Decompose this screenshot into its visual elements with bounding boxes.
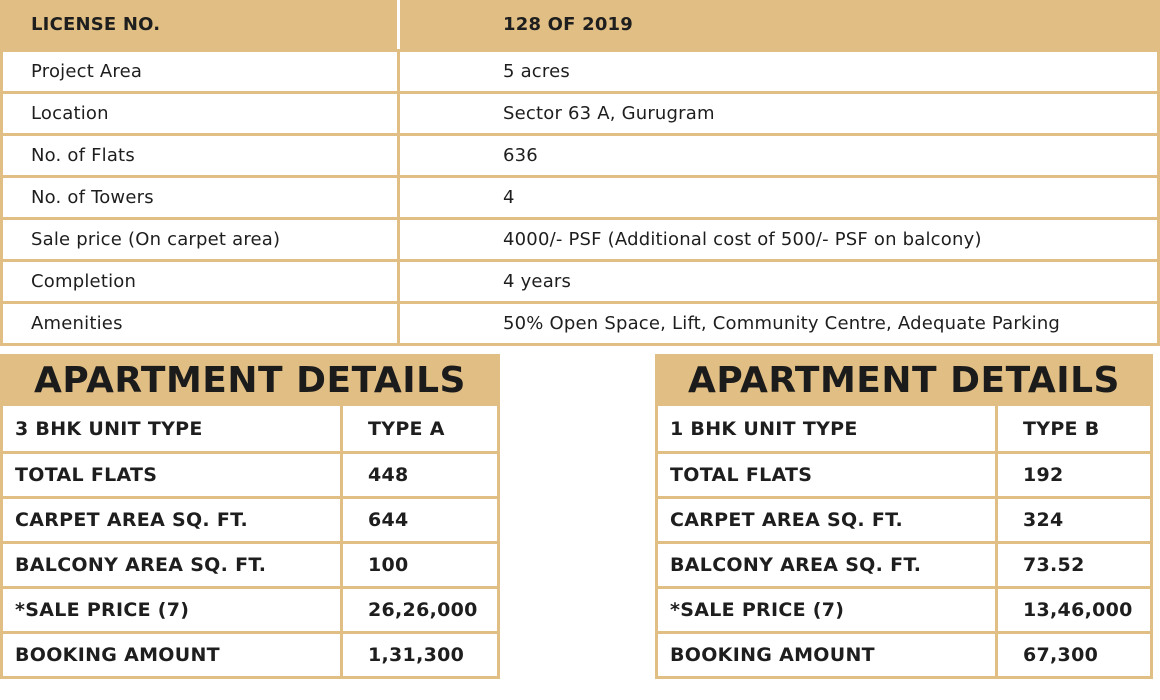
row-label: No. of Towers xyxy=(3,178,400,217)
row-value: 4000/- PSF (Additional cost of 500/- PSF on balcony) xyxy=(503,229,982,250)
row-value: 26,26,000 xyxy=(368,599,478,621)
table-row xyxy=(3,541,497,586)
row-value: 644 xyxy=(368,509,409,531)
row-value: Sector 63 A, Gurugram xyxy=(503,103,715,124)
apartment-details-type-a xyxy=(0,354,500,679)
table-row xyxy=(658,631,1150,676)
table-row xyxy=(658,406,1150,451)
table-row xyxy=(3,406,497,451)
row-label: BALCONY AREA SQ. FT. xyxy=(3,544,343,586)
project-overview-table xyxy=(0,0,1160,346)
table-row-towers xyxy=(3,175,1157,217)
row-value: 4 years xyxy=(503,271,572,292)
table-row-location xyxy=(3,91,1157,133)
table-row xyxy=(658,451,1150,496)
row-value: 5 acres xyxy=(503,61,570,82)
row-label: Completion xyxy=(3,262,400,301)
apartment-details-heading: APARTMENT DETAILS xyxy=(0,354,500,406)
table-row-project-area xyxy=(3,49,1157,91)
apartment-details-table xyxy=(0,406,500,679)
row-value: 448 xyxy=(368,464,409,486)
row-label: *SALE PRICE (7) xyxy=(658,589,998,631)
row-label: 3 BHK UNIT TYPE xyxy=(3,406,343,451)
row-value: 192 xyxy=(1023,464,1064,486)
row-label: LICENSE NO. xyxy=(3,0,400,49)
table-row-amenities xyxy=(3,301,1157,343)
table-row xyxy=(3,586,497,631)
row-label: Project Area xyxy=(3,52,400,91)
row-label: CARPET AREA SQ. FT. xyxy=(658,499,998,541)
table-row xyxy=(658,586,1150,631)
apartment-details-table xyxy=(655,406,1153,679)
row-label: Amenities xyxy=(3,304,400,343)
row-label: 1 BHK UNIT TYPE xyxy=(658,406,998,451)
table-row-license xyxy=(3,0,1157,49)
table-row xyxy=(3,451,497,496)
table-row-completion xyxy=(3,259,1157,301)
row-label: BOOKING AMOUNT xyxy=(3,634,343,676)
row-label: Sale price (On carpet area) xyxy=(3,220,400,259)
row-value: 636 xyxy=(503,145,538,166)
row-value: 128 OF 2019 xyxy=(503,14,634,35)
row-label: *SALE PRICE (7) xyxy=(3,589,343,631)
table-row-sale-price xyxy=(3,217,1157,259)
row-label: Location xyxy=(3,94,400,133)
row-value: 13,46,000 xyxy=(1023,599,1133,621)
table-row xyxy=(658,541,1150,586)
table-row-flats xyxy=(3,133,1157,175)
row-label: TOTAL FLATS xyxy=(3,454,343,496)
table-row xyxy=(658,496,1150,541)
apartment-details-heading: APARTMENT DETAILS xyxy=(655,354,1153,406)
row-value: 67,300 xyxy=(1023,644,1099,666)
row-value: 4 xyxy=(503,187,515,208)
row-label: BALCONY AREA SQ. FT. xyxy=(658,544,998,586)
row-value: TYPE B xyxy=(1023,417,1100,440)
row-label: BOOKING AMOUNT xyxy=(658,634,998,676)
row-value: TYPE A xyxy=(368,417,445,440)
table-row xyxy=(3,631,497,676)
apartment-details-type-b xyxy=(655,354,1153,679)
row-label: No. of Flats xyxy=(3,136,400,175)
row-value: 50% Open Space, Lift, Community Centre, Adequate Parking xyxy=(503,313,1061,334)
row-label: TOTAL FLATS xyxy=(658,454,998,496)
row-value: 100 xyxy=(368,554,409,576)
row-label: CARPET AREA SQ. FT. xyxy=(3,499,343,541)
row-value: 73.52 xyxy=(1023,554,1085,576)
row-value: 324 xyxy=(1023,509,1064,531)
table-row xyxy=(3,496,497,541)
row-value: 1,31,300 xyxy=(368,644,465,666)
